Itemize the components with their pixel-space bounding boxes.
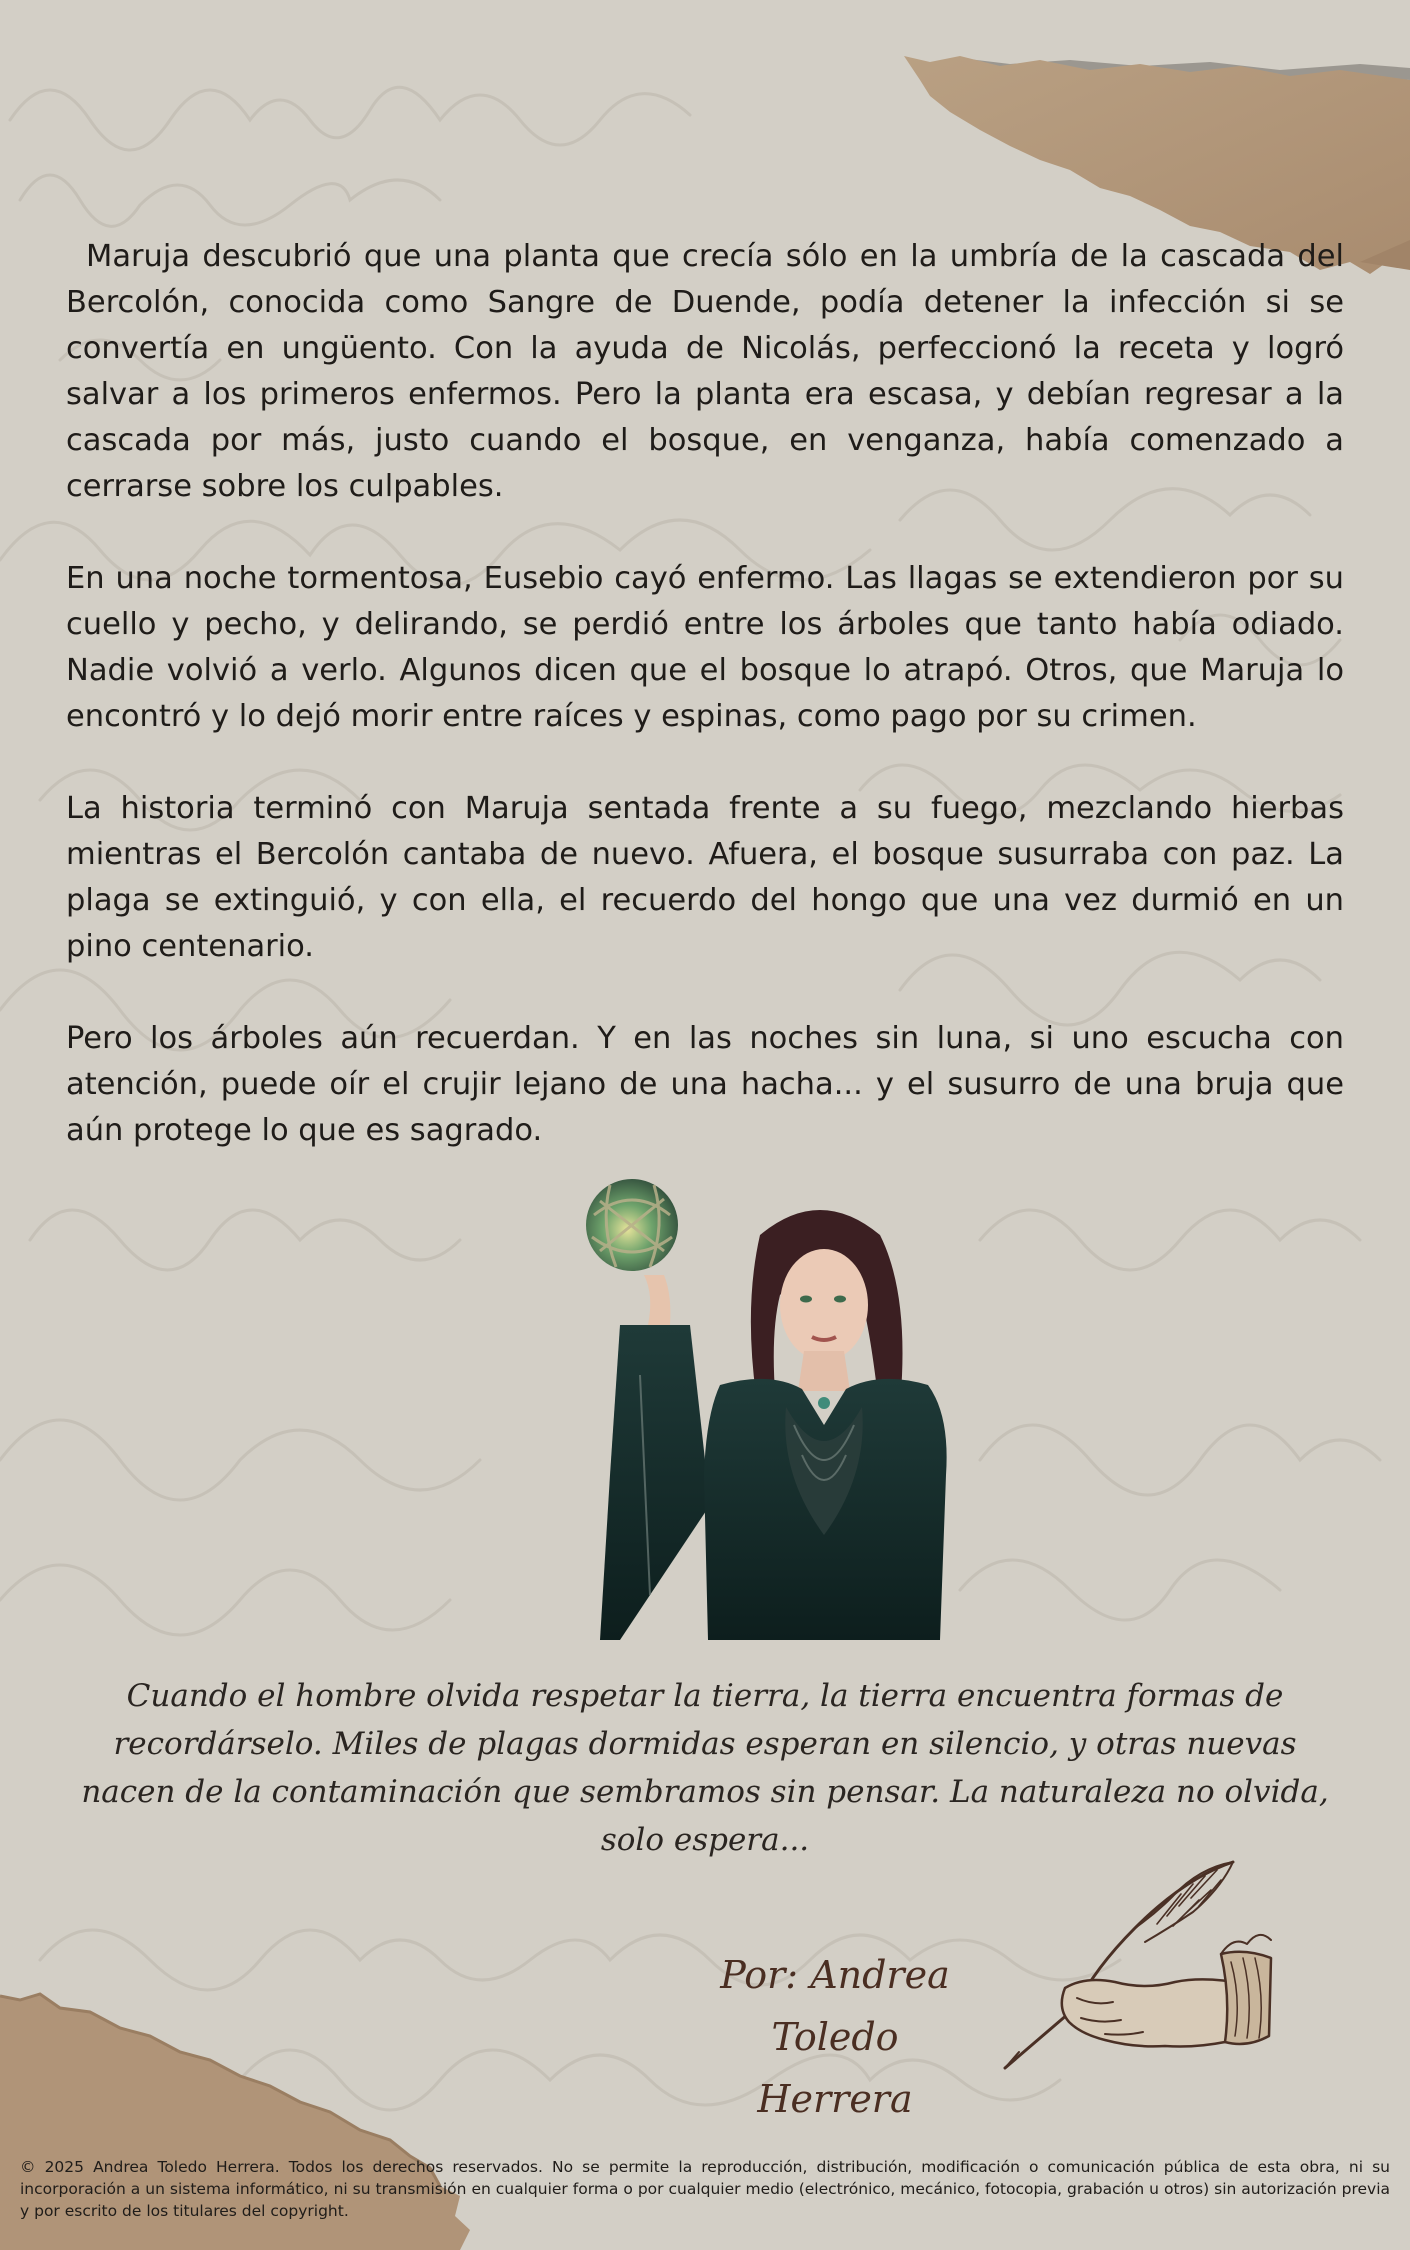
witch-holding-orb-illustration bbox=[580, 1175, 950, 1640]
story-paragraph-4: Pero los árboles aún recuerdan. Y en las noches sin luna, si uno escucha con atención, puede oír el crujir lejano de una hacha... y el susurro de una bruja que aún protege lo que es sagrado. bbox=[66, 1021, 1344, 1148]
story-paragraph-2: En una noche tormentosa, Eusebio cayó enfermo. Las llagas se extendieron por su cuello y pecho, y delirando, se perdió entre los árboles que tanto había odiado. Nadie volvió a verlo. Algunos dicen que el bosque lo atrapó. Otros, que Maruja lo encontró y lo dejó morir entre raíces y espinas, como pago por su crimen. bbox=[66, 561, 1344, 734]
copyright-notice: © 2025 Andrea Toledo Herrera. Todos los derechos reservados. No se permite la reproducción, distribución, modificación o comunicación pública de esta obra, ni su incorporación a un sistema informático, ni su transmisión en cualquier forma o por cualquier medio (electrónico, mecánico, fotocopia, grabación u otros) sin autorización previa y por escrito de los titulares del copyright. bbox=[20, 2158, 1390, 2220]
byline-line-1: Por: Andrea Toledo bbox=[720, 1953, 950, 2059]
story-text bbox=[66, 234, 1344, 1200]
story-paragraph-1: Maruja descubrió que una planta que crecía sólo en la umbría de la cascada del Bercolón, conocida como Sangre de Duende, podía detener la infección si se convertía en ungüento. Con la ayuda de Nicolás, perfeccionó la receta y logró salvar a los primeros enfermos. Pero la planta era escasa, y debían regresar a la cascada por más, justo cuando el bosque, en venganza, había comenzado a cerrarse sobre los culpables. bbox=[66, 239, 1344, 504]
byline-line-2: Herrera bbox=[757, 2077, 913, 2121]
closing-quote: Cuando el hombre olvida respetar la tierra, la tierra encuentra formas de recordárselo. Miles de plagas dormidas esperan en silencio, y otras nuevas nacen de la contaminación que sembramos sin pensar. La naturaleza no olvida, solo espera... bbox=[81, 1678, 1329, 1858]
quill-hand-icon bbox=[985, 1858, 1275, 2073]
author-byline bbox=[660, 1944, 1010, 2130]
story-paragraph-3: La historia terminó con Maruja sentada frente a su fuego, mezclando hierbas mientras el Bercolón cantaba de nuevo. Afuera, el bosque susurraba con paz. La plaga se extinguió, y con ella, el recuerdo del hongo que una vez durmió en un pino centenario. bbox=[66, 791, 1344, 964]
